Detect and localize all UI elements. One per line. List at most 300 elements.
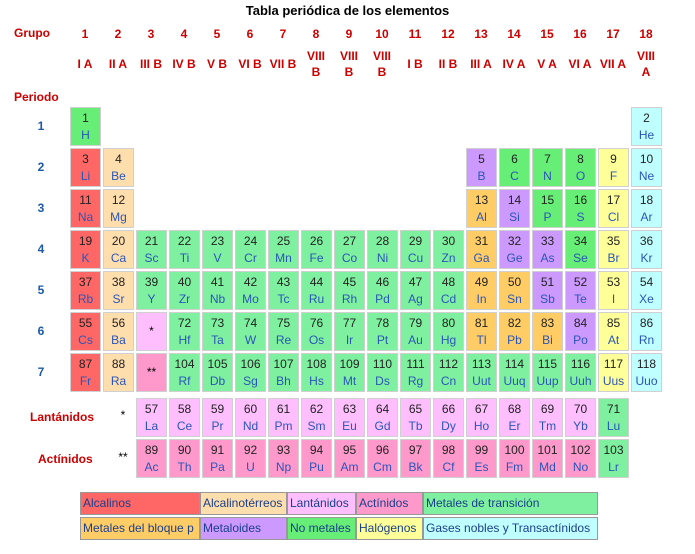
element-number: 55 (78, 316, 93, 330)
element-cell[interactable] (235, 439, 266, 478)
element-cell[interactable] (499, 439, 530, 478)
element-symbol: P (543, 210, 552, 224)
element-symbol: Ne (638, 169, 655, 183)
element-symbol: V (213, 251, 222, 265)
element-cell[interactable] (499, 398, 530, 437)
element-cell[interactable] (466, 398, 497, 437)
group-number: 9 (345, 27, 353, 41)
element-number: 26 (309, 234, 324, 248)
element-number: 84 (573, 316, 588, 330)
element-symbol: Pb (507, 333, 522, 347)
element-cell[interactable] (301, 353, 332, 392)
element-symbol: In (476, 292, 487, 306)
element-cell[interactable] (532, 271, 563, 310)
element-symbol: Po (573, 333, 588, 347)
element-symbol: Nd (242, 419, 259, 433)
element-cell[interactable] (466, 353, 497, 392)
element-symbol: Li (80, 169, 91, 183)
element-cell[interactable] (631, 148, 662, 187)
element-number: 27 (342, 234, 357, 248)
element-symbol: Pr (211, 419, 224, 433)
element-cell[interactable] (499, 271, 530, 310)
element-number: 107 (273, 357, 294, 371)
element-cell[interactable] (532, 148, 563, 187)
element-symbol: Br (607, 251, 620, 265)
element-number: 48 (441, 275, 456, 289)
element-cell[interactable] (169, 271, 200, 310)
element-number: 76 (309, 316, 324, 330)
element-number: 44 (309, 275, 324, 289)
element-symbol: Cd (440, 292, 457, 306)
element-symbol: Sb (540, 292, 555, 306)
element-symbol: W (244, 333, 257, 347)
element-symbol: Bh (276, 374, 291, 388)
element-cell[interactable] (466, 271, 497, 310)
element-cell[interactable] (565, 353, 596, 392)
element-number: 58 (177, 402, 192, 416)
group-roman: IV B (172, 57, 196, 71)
element-number: 92 (243, 443, 258, 457)
element-cell[interactable] (301, 439, 332, 478)
element-cell[interactable] (433, 439, 464, 478)
element-cell[interactable] (334, 439, 365, 478)
element-cell[interactable] (400, 353, 431, 392)
element-symbol: Sn (507, 292, 522, 306)
legend-item: Alcalinotérreos (200, 492, 287, 515)
group-number: 7 (279, 27, 287, 41)
element-symbol: Uut (472, 374, 491, 388)
element-symbol: S (576, 210, 585, 224)
element-cell[interactable] (433, 230, 464, 269)
element-cell[interactable] (598, 353, 629, 392)
element-cell[interactable] (70, 107, 101, 146)
element-symbol: As (540, 251, 555, 265)
element-number: 67 (474, 402, 489, 416)
element-cell[interactable] (103, 230, 134, 269)
element-cell[interactable] (565, 398, 596, 437)
element-symbol: Mt (342, 374, 357, 388)
element-cell[interactable] (565, 271, 596, 310)
element-symbol: Ga (473, 251, 490, 265)
element-symbol: Cm (373, 460, 392, 474)
element-symbol: Pu (309, 460, 324, 474)
element-symbol: N (543, 169, 552, 183)
element-cell[interactable] (565, 230, 596, 269)
element-cell[interactable] (136, 353, 167, 392)
element-symbol: Rf (178, 374, 191, 388)
element-cell[interactable] (499, 353, 530, 392)
element-number: 64 (375, 402, 390, 416)
element-cell[interactable] (367, 312, 398, 351)
element-symbol: Hg (440, 333, 457, 347)
element-number: 116 (570, 357, 591, 371)
element-symbol: La (144, 419, 159, 433)
element-cell[interactable] (532, 230, 563, 269)
element-number: 66 (441, 402, 456, 416)
element-cell[interactable] (433, 271, 464, 310)
element-cell[interactable] (400, 439, 431, 478)
group-roman: VI B (238, 57, 262, 71)
element-cell[interactable] (499, 148, 530, 187)
group-roman: VI A (568, 57, 592, 71)
element-number: 65 (408, 402, 423, 416)
element-number: 5 (478, 152, 485, 166)
element-cell[interactable] (631, 230, 662, 269)
element-cell[interactable] (598, 189, 629, 228)
element-number: 89 (144, 443, 159, 457)
element-cell[interactable] (631, 189, 662, 228)
element-cell[interactable] (367, 271, 398, 310)
element-symbol: Ta (211, 333, 224, 347)
element-symbol: Ni (376, 251, 389, 265)
element-symbol: Es (474, 460, 489, 474)
element-cell[interactable] (598, 439, 629, 478)
element-number: 57 (144, 402, 159, 416)
page-title: Tabla periódica de los elementos (245, 3, 450, 18)
element-number: 95 (342, 443, 357, 457)
element-cell[interactable] (598, 398, 629, 437)
group-roman: I A (77, 57, 93, 71)
element-cell[interactable] (565, 148, 596, 187)
element-symbol: F (609, 169, 618, 183)
element-cell[interactable] (103, 271, 134, 310)
element-cell[interactable] (301, 398, 332, 437)
element-number: 106 (240, 357, 261, 371)
actinidos-marker: ** (118, 450, 128, 464)
element-cell[interactable] (334, 312, 365, 351)
element-cell[interactable] (103, 312, 134, 351)
element-cell[interactable] (169, 398, 200, 437)
period-number: 3 (37, 201, 45, 215)
element-cell[interactable] (433, 312, 464, 351)
element-number: 102 (570, 443, 591, 457)
element-cell[interactable] (70, 353, 101, 392)
element-symbol: * (149, 324, 154, 338)
element-number: 86 (639, 316, 654, 330)
element-cell[interactable] (466, 189, 497, 228)
group-roman: II A (108, 57, 128, 71)
element-symbol: Cs (78, 333, 93, 347)
element-cell[interactable] (334, 398, 365, 437)
element-number: 113 (471, 357, 492, 371)
element-cell[interactable] (499, 230, 530, 269)
element-symbol: Tb (408, 419, 423, 433)
element-cell[interactable] (499, 189, 530, 228)
element-symbol: Ra (110, 374, 127, 388)
element-cell[interactable] (70, 148, 101, 187)
element-cell[interactable] (367, 398, 398, 437)
element-number: 96 (375, 443, 390, 457)
element-cell[interactable] (136, 230, 167, 269)
element-cell[interactable] (136, 312, 167, 351)
element-symbol: Ti (179, 251, 190, 265)
element-number: 22 (177, 234, 192, 248)
group-roman: VIII B (372, 49, 391, 79)
element-cell[interactable] (631, 353, 662, 392)
period-number: 7 (37, 365, 45, 379)
legend-item: Alcalinos (80, 492, 200, 515)
element-cell[interactable] (598, 230, 629, 269)
group-roman: VIII A (636, 49, 655, 79)
element-number: 43 (276, 275, 291, 289)
element-cell[interactable] (136, 398, 167, 437)
element-symbol: B (477, 169, 486, 183)
element-cell[interactable] (169, 353, 200, 392)
element-cell[interactable] (301, 230, 332, 269)
element-cell[interactable] (268, 398, 299, 437)
element-cell[interactable] (532, 353, 563, 392)
element-symbol: Cl (607, 210, 620, 224)
group-number: 11 (408, 27, 422, 41)
group-roman: VII A (599, 57, 627, 71)
element-cell[interactable] (499, 312, 530, 351)
element-symbol: Rg (407, 374, 424, 388)
element-cell[interactable] (103, 189, 134, 228)
element-cell[interactable] (334, 353, 365, 392)
element-symbol: Ir (345, 333, 354, 347)
element-symbol: Pm (274, 419, 293, 433)
group-roman: III A (470, 57, 492, 71)
element-number: 61 (276, 402, 291, 416)
element-number: 38 (111, 275, 126, 289)
element-cell[interactable] (268, 271, 299, 310)
element-cell[interactable] (532, 312, 563, 351)
element-number: 19 (78, 234, 93, 248)
element-cell[interactable] (169, 230, 200, 269)
element-cell[interactable] (268, 439, 299, 478)
element-symbol: Kr (640, 251, 653, 265)
element-number: 83 (540, 316, 555, 330)
element-number: 93 (276, 443, 291, 457)
element-symbol: Hf (178, 333, 191, 347)
element-symbol: Re (275, 333, 292, 347)
element-cell[interactable] (367, 230, 398, 269)
element-number: 72 (177, 316, 192, 330)
element-cell[interactable] (400, 398, 431, 437)
group-number: 15 (540, 27, 554, 41)
element-cell[interactable] (301, 271, 332, 310)
element-number: 33 (540, 234, 555, 248)
element-number: 2 (643, 111, 650, 125)
element-symbol: Rb (77, 292, 94, 306)
element-cell[interactable] (367, 439, 398, 478)
element-number: 81 (474, 316, 489, 330)
element-symbol: ** (146, 365, 157, 379)
element-cell[interactable] (235, 271, 266, 310)
element-symbol: He (638, 128, 655, 142)
element-symbol: At (607, 333, 620, 347)
element-number: 47 (408, 275, 423, 289)
element-number: 8 (577, 152, 584, 166)
element-cell[interactable] (268, 312, 299, 351)
element-number: 14 (507, 193, 522, 207)
group-number: 10 (375, 27, 389, 41)
element-cell[interactable] (631, 312, 662, 351)
element-symbol: I (611, 292, 616, 306)
element-cell[interactable] (136, 439, 167, 478)
element-cell[interactable] (103, 148, 134, 187)
element-number: 94 (309, 443, 324, 457)
element-cell[interactable] (532, 439, 563, 478)
element-number: 21 (144, 234, 159, 248)
element-cell[interactable] (466, 439, 497, 478)
element-number: 1 (82, 111, 89, 125)
element-cell[interactable] (532, 398, 563, 437)
element-cell[interactable] (565, 189, 596, 228)
element-cell[interactable] (169, 439, 200, 478)
element-symbol: Nb (209, 292, 226, 306)
element-cell[interactable] (301, 312, 332, 351)
element-cell[interactable] (367, 353, 398, 392)
element-symbol: Te (574, 292, 587, 306)
element-cell[interactable] (334, 230, 365, 269)
element-cell[interactable] (70, 230, 101, 269)
element-number: 100 (504, 443, 525, 457)
element-cell[interactable] (70, 189, 101, 228)
element-cell[interactable] (202, 312, 233, 351)
element-cell[interactable] (400, 312, 431, 351)
element-symbol: Co (341, 251, 358, 265)
element-cell[interactable] (268, 353, 299, 392)
element-symbol: Hs (309, 374, 324, 388)
legend-item: Metaloides (200, 517, 287, 540)
element-symbol: H (81, 128, 90, 142)
element-number: 85 (606, 316, 621, 330)
element-symbol: Ds (375, 374, 390, 388)
element-symbol: Xe (639, 292, 654, 306)
legend-item: Lantánidos (287, 492, 356, 515)
element-number: 70 (573, 402, 588, 416)
element-number: 77 (342, 316, 357, 330)
element-number: 105 (207, 357, 228, 371)
element-number: 41 (210, 275, 225, 289)
element-number: 98 (441, 443, 456, 457)
element-cell[interactable] (631, 271, 662, 310)
element-number: 16 (573, 193, 588, 207)
element-cell[interactable] (565, 439, 596, 478)
element-symbol: Se (573, 251, 588, 265)
element-symbol: Rh (341, 292, 358, 306)
element-symbol: Al (476, 210, 487, 224)
element-cell[interactable] (235, 230, 266, 269)
element-cell[interactable] (433, 353, 464, 392)
element-cell[interactable] (598, 271, 629, 310)
element-symbol: Ge (506, 251, 523, 265)
group-number: 2 (114, 27, 122, 41)
element-number: 108 (306, 357, 327, 371)
element-symbol: U (246, 460, 255, 474)
element-number: 80 (441, 316, 456, 330)
element-cell[interactable] (202, 353, 233, 392)
element-cell[interactable] (565, 312, 596, 351)
element-number: 12 (111, 193, 126, 207)
element-symbol: Lr (608, 460, 619, 474)
group-number: 16 (573, 27, 587, 41)
element-cell[interactable] (631, 107, 662, 146)
element-number: 32 (507, 234, 522, 248)
element-number: 56 (111, 316, 126, 330)
element-number: 13 (474, 193, 489, 207)
element-cell[interactable] (433, 398, 464, 437)
element-number: 30 (441, 234, 456, 248)
element-cell[interactable] (103, 353, 134, 392)
element-cell[interactable] (400, 230, 431, 269)
element-cell[interactable] (400, 271, 431, 310)
element-cell[interactable] (202, 230, 233, 269)
element-cell[interactable] (334, 271, 365, 310)
element-symbol: Ho (473, 419, 490, 433)
element-number: 88 (111, 357, 126, 371)
element-number: 25 (276, 234, 291, 248)
element-cell[interactable] (466, 148, 497, 187)
element-cell[interactable] (169, 312, 200, 351)
element-symbol: Cr (244, 251, 257, 265)
element-number: 87 (78, 357, 93, 371)
element-symbol: Db (209, 374, 226, 388)
group-roman: VII B (269, 57, 297, 71)
periodo-label: Periodo (14, 90, 59, 104)
element-symbol: Fr (79, 374, 92, 388)
element-symbol: Pa (210, 460, 225, 474)
element-cell[interactable] (136, 271, 167, 310)
group-number: 8 (312, 27, 320, 41)
element-cell[interactable] (235, 398, 266, 437)
element-cell[interactable] (235, 353, 266, 392)
group-number: 4 (180, 27, 188, 41)
element-number: 68 (507, 402, 522, 416)
element-number: 9 (610, 152, 617, 166)
element-cell[interactable] (466, 230, 497, 269)
element-cell[interactable] (70, 312, 101, 351)
group-roman: V A (537, 57, 557, 71)
element-cell[interactable] (466, 312, 497, 351)
element-symbol: Os (308, 333, 325, 347)
element-cell[interactable] (202, 439, 233, 478)
element-number: 24 (243, 234, 258, 248)
legend (80, 492, 598, 542)
grupo-label: Grupo (14, 26, 50, 40)
element-cell[interactable] (235, 312, 266, 351)
element-number: 54 (639, 275, 654, 289)
element-cell[interactable] (598, 148, 629, 187)
element-symbol: Uuh (569, 374, 592, 388)
element-number: 118 (636, 357, 657, 371)
element-symbol: Sc (144, 251, 159, 265)
element-symbol: Yb (573, 419, 588, 433)
element-symbol: Si (509, 210, 520, 224)
legend-item: Metales de transición (423, 492, 598, 515)
element-number: 39 (144, 275, 159, 289)
element-number: 6 (511, 152, 518, 166)
element-cell[interactable] (532, 189, 563, 228)
element-symbol: Ru (308, 292, 325, 306)
element-number: 115 (537, 357, 558, 371)
element-number: 49 (474, 275, 489, 289)
element-cell[interactable] (202, 271, 233, 310)
element-number: 36 (639, 234, 654, 248)
element-symbol: Lu (606, 419, 621, 433)
legend-item: Gases nobles y Transactínidos (423, 517, 598, 540)
element-symbol: Sr (112, 292, 125, 306)
legend-item: Actínidos (356, 492, 423, 515)
element-cell[interactable] (70, 271, 101, 310)
element-symbol: Am (340, 460, 359, 474)
element-cell[interactable] (268, 230, 299, 269)
element-cell[interactable] (598, 312, 629, 351)
element-number: 7 (544, 152, 551, 166)
element-number: 82 (507, 316, 522, 330)
element-cell[interactable] (202, 398, 233, 437)
